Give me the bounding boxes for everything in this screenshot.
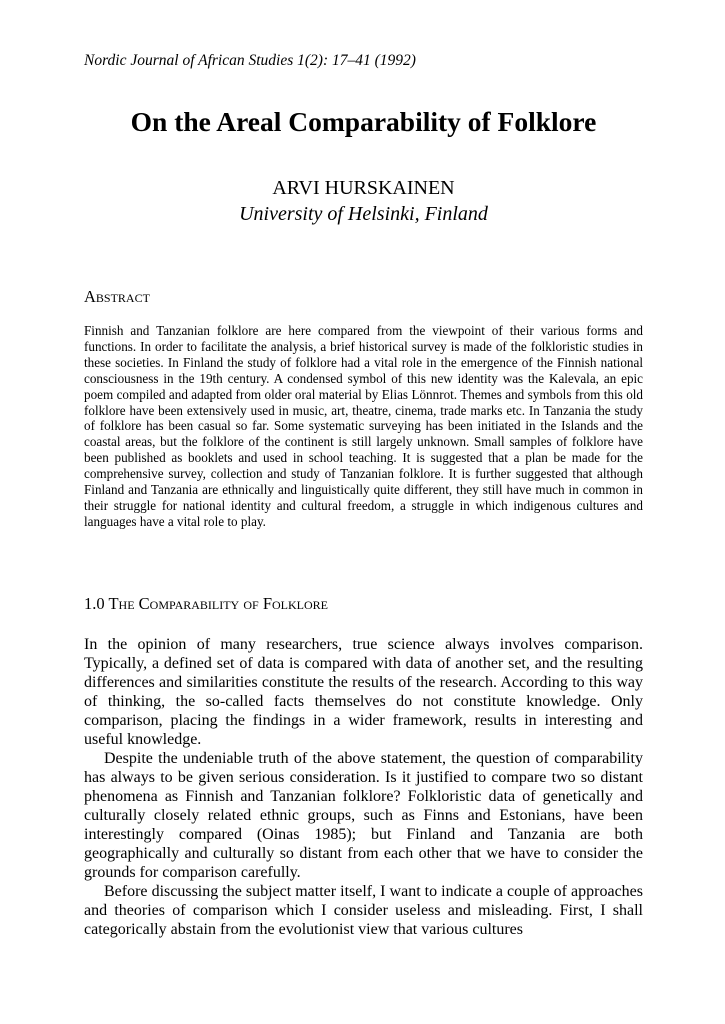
body-paragraph: In the opinion of many researchers, true science always involves comparison. Typically, a defined set of data is compared with data of another set, and the resulting differences and similarities constitute the results of the research. According to this way of thinking, the so-called facts themselves do not constitute knowledge. Only comparison, placing the findings in a wider framework, results in interesting and useful knowledge. — [84, 636, 643, 748]
body-paragraph: Before discussing the subject matter itself, I want to indicate a couple of approaches and theories of comparison which I consider useless and misleading. First, I shall categorically abstain from the evolutionist view that various cultures — [84, 883, 643, 938]
journal-citation: Nordic Journal of African Studies 1(2): 17–41 (1992) — [84, 52, 416, 69]
author-name: ARVI HURSKAINEN — [272, 177, 455, 199]
abstract-heading: Abstract — [84, 287, 150, 306]
article-title: On the Areal Comparability of Folklore — [130, 106, 597, 137]
abstract-text: Finnish and Tanzanian folklore are here compared from the viewpoint of their various forms and functions. In order to facilitate the analysis, a brief historical survey is made of the folkloristic studies in these societies. In Finland the study of folklore had a vital role in the emergence of the Finnish national consciousness in the 19th century. A condensed symbol of this new identity was the Kalevala, an epic poem compiled and adapted from older oral material by Elias Lönnrot. Themes and symbols from this old folklore have been extensively used in music, art, theatre, cinema, trade marks etc. In Tanzania the study of folklore has been casual so far. Some systematic surveying has been initiated in the Islands and the coastal areas, but the folklore of the continent is still largely unknown. Small samples of folklore have been published as booklets and used in school teaching. It is suggested that a plan be made for the comprehensive survey, collection and study of Tanzanian folklore. It is further suggested that although Finland and Tanzania are ethnically and linguistically quite different, they still have much in common in their struggle for national identity and cultural freedom, a struggle in which indigenous cultures and languages have a vital role to play. — [84, 323, 643, 529]
section-heading: 1.0 The Comparability of Folklore — [84, 594, 328, 613]
body-paragraph: Despite the undeniable truth of the above statement, the question of comparability has always to be given serious consideration. Is it justified to compare two so distant phenomena as Finnish and Tanzanian folklore? Folkloristic data of genetically and culturally closely related ethnic groups, such as Finns and Estonians, have been interestingly compared (Oinas 1985); but Finland and Tanzania are both geographically and culturally so distant from each other that we have to consider the grounds for comparison carefully. — [84, 750, 643, 881]
author-affiliation: University of Helsinki, Finland — [239, 203, 488, 225]
